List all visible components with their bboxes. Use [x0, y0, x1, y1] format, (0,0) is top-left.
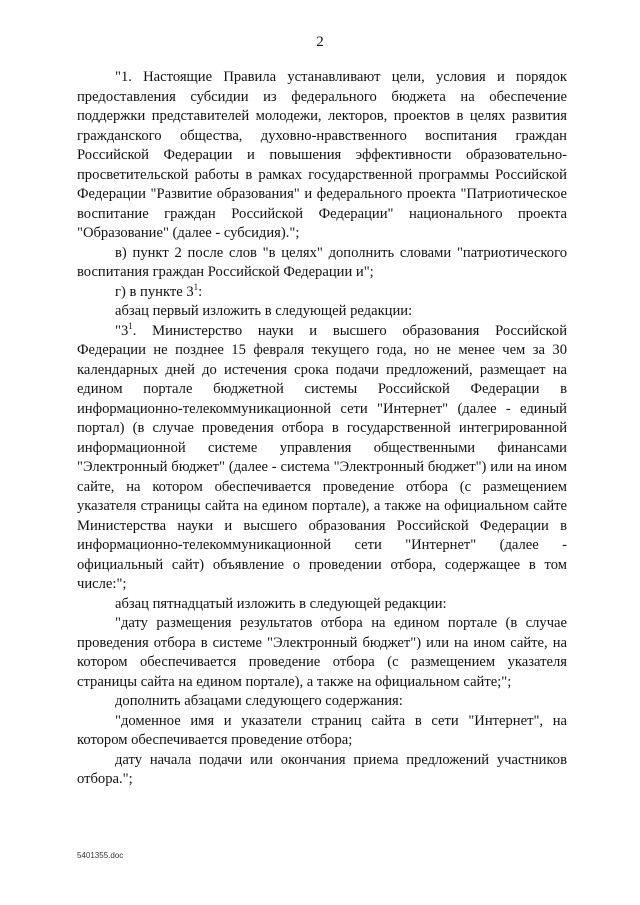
- paragraph-rule-3-1-text: . Министерство науки и высшего образования Российской Федерации не позднее 15 февраля текущего года, но не менее чем за 30 календарных дней до истечения срока подачи предложений, размещает на едином портале бюджетной системы Российской Федерации в информационно-телекоммуникационной сети "Интернет" (далее - единый портал) (в случае проведения отбора в государственной интегрированной информационной системе управления общественными финансами "Электронный бюджет" (далее - система "Электронный бюджет") или на ином сайте, на котором обеспечивается проведение отбора (с размещением указателя страницы сайта на едином портале), а также на официальном сайте Министерства науки и высшего образования Российской Федерации в информационно-телекоммуникационной сети "Интернет" (далее - официальный сайт) объявление о проведении отбора, содержащее в том числе:";: [77, 322, 567, 592]
- paragraph-rule-3-1-number: "3: [115, 322, 129, 339]
- document-file-code: 5401355.doc: [77, 851, 124, 860]
- paragraph-submission-dates: дату начала подачи или окончания приема предложений участников отбора.";: [77, 751, 567, 787]
- document-body: [77, 68, 567, 790]
- paragraph-add-abzacs: дополнить абзацами следующего содержания:: [115, 693, 403, 709]
- superscript-1: 1: [128, 320, 133, 331]
- paragraph-results-date: "дату размещения результатов отбора на едином портале (в случае проведения отбора в системе "Электронный бюджет") или на ином сайте, на котором обеспечивается проведение отбора (с размещением указателя страницы сайта на едином портале), а также на официальном сайте;";: [77, 615, 567, 690]
- page-number: 2: [316, 34, 324, 50]
- paragraph-domain-name: "доменное имя и указатели страниц сайта в сети "Интернет", на котором обеспечивается проведение отбора;: [77, 712, 567, 748]
- superscript-1: 1: [193, 281, 199, 292]
- paragraph-rule-3-1: [77, 322, 567, 595]
- paragraph-item-g-colon: :: [198, 283, 203, 300]
- paragraph-item-g-text: г) в пункте 3: [115, 283, 194, 300]
- paragraph-rule-1: "1. Настоящие Правила устанавливают цели, условия и порядок предоставления субсидии из федерального бюджета на обеспечение поддержки представителей молодежи, лекторов, проектов в целях развития гражданского общества, духовно-нравственного воспитания граждан Российской Федерации и повышения эффективности образовательно-просветительской работы в рамках государственной программы Российской Федерации "Развитие образования" и федерального проекта "Патриотическое воспитание граждан Российской Федерации" национального проекта "Образование" (далее - субсидия).";: [77, 69, 567, 241]
- paragraph-first-abzac: абзац первый изложить в следующей редакции:: [115, 303, 413, 319]
- paragraph-item-g: [77, 283, 567, 303]
- paragraph-item-v: в) пункт 2 после слов "в целях" дополнить словами "патриотического воспитания граждан Российской Федерации и";: [77, 244, 567, 280]
- paragraph-fifteenth-abzac: абзац пятнадцатый изложить в следующей редакции:: [115, 595, 447, 612]
